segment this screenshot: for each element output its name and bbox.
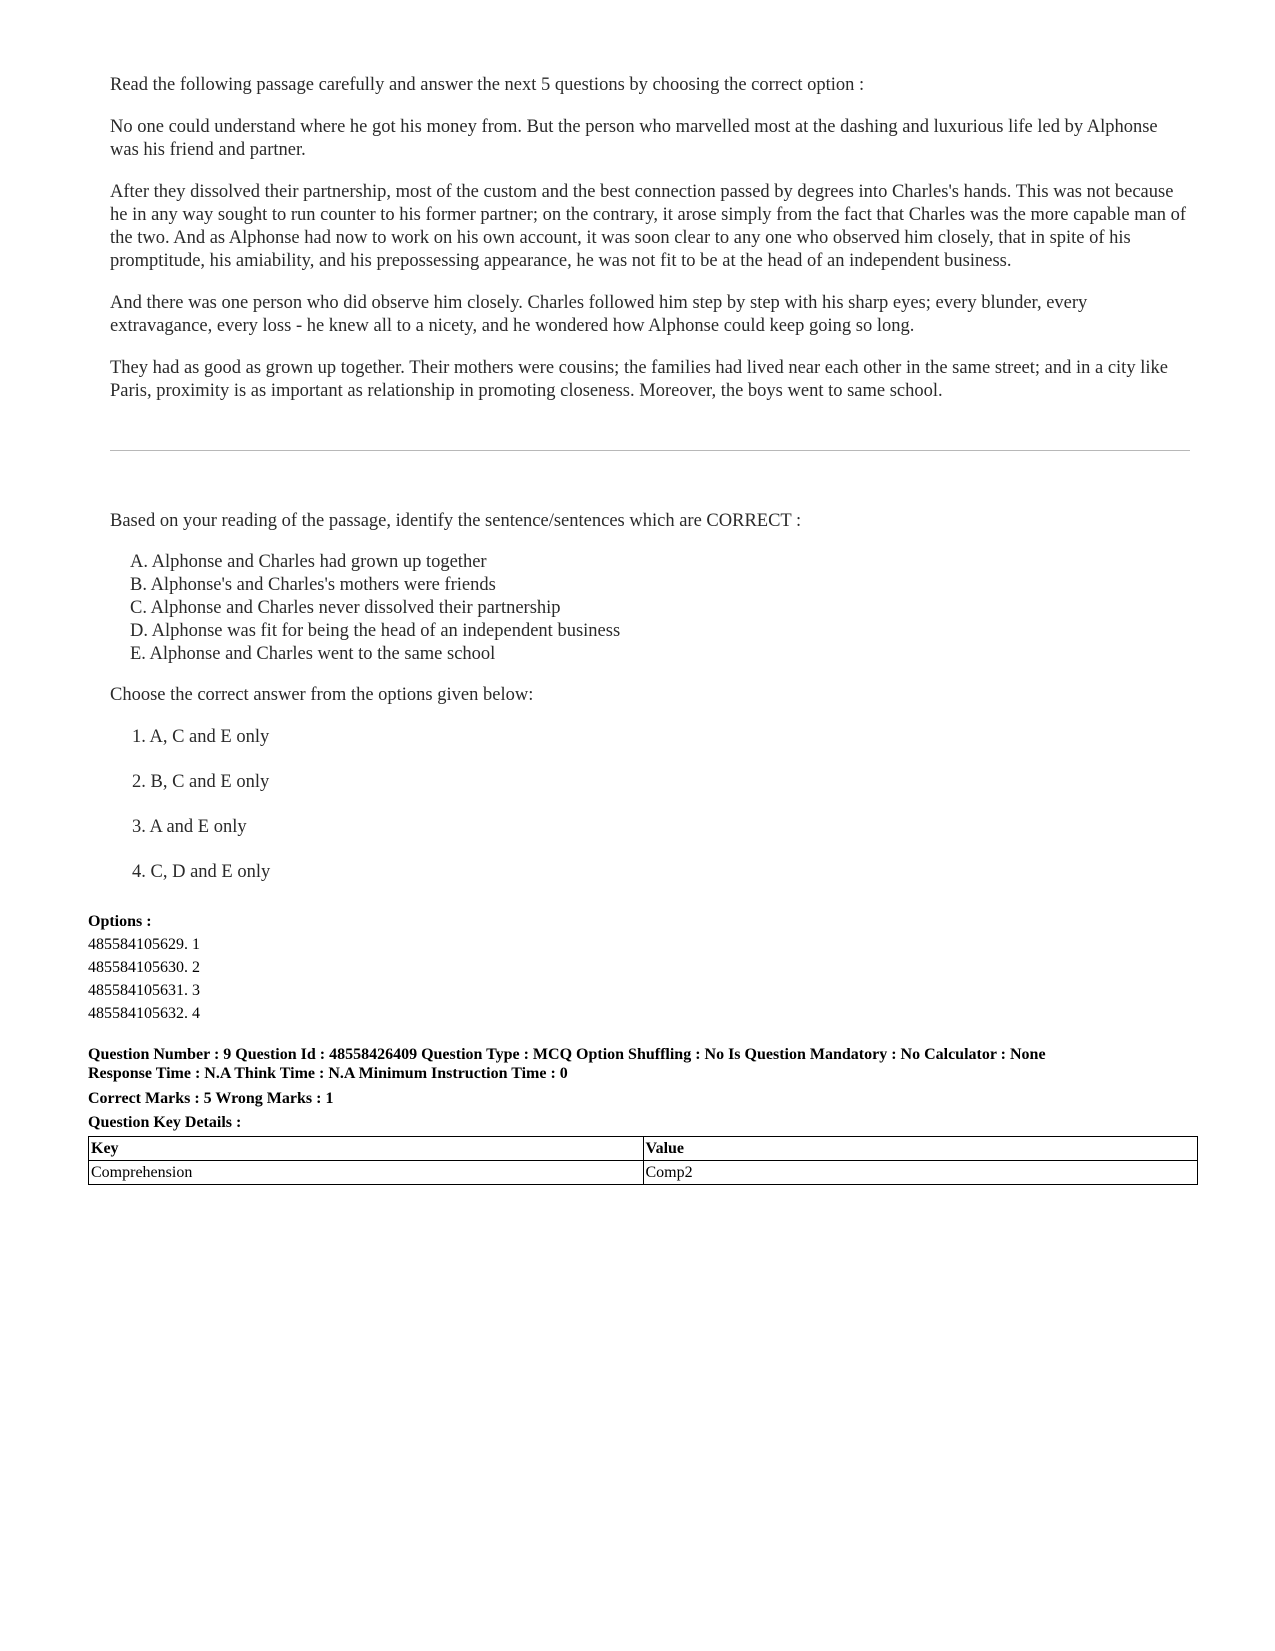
option-id-line: 485584105632. 4	[88, 1005, 200, 1022]
passage-paragraph: No one could understand where he got his money from. But the person who marvelled most at the dashing and luxurious life led by Alphonse was his friend and partner.	[110, 117, 1158, 160]
table-row	[89, 1161, 1198, 1185]
passage-paragraph: And there was one person who did observe him closely. Charles followed him step by step with his sharp eyes; every blunder, every extravagance, every loss - he knew all to a nicety, and he wondered how Alphonse could keep going so long.	[110, 293, 1088, 336]
question-metadata	[88, 910, 1198, 1185]
table-cell: Comprehension	[89, 1161, 644, 1185]
answer-option: 3. A and E only	[132, 817, 247, 837]
key-table	[88, 1136, 1198, 1185]
statement-item: B. Alphonse's and Charles's mothers were friends	[130, 575, 496, 595]
answer-list	[132, 726, 1190, 884]
question-stem: Based on your reading of the passage, identify the sentence/sentences which are CORRECT :	[110, 511, 802, 531]
answer-option: 4. C, D and E only	[132, 862, 271, 882]
question	[110, 510, 1190, 906]
statement-item: A. Alphonse and Charles had grown up together	[130, 552, 487, 572]
passage-paragraph: They had as good as grown up together. Their mothers were cousins; the families had lived near each other in the same street; and in a city like Paris, proximity is as important as relationship in promoting closeness. Moreover, the boys went to same school.	[110, 358, 1168, 401]
statement-item: E. Alphonse and Charles went to the same school	[130, 644, 496, 664]
statement-list	[130, 551, 1190, 666]
table-header-row	[89, 1137, 1198, 1161]
divider	[110, 450, 1190, 451]
option-id-line: 485584105631. 3	[88, 982, 200, 999]
passage-paragraph: After they dissolved their partnership, most of the custom and the best connection passed by degrees into Charles's hands. This was not because he in any way sought to run counter to his former partner; on the contrary, it arose simply from the fact that Charles was the more capable man of the two. And as Alphonse had now to work on his own account, it was soon clear to any one who observed him closely, that in spite of his promptitude, his amiability, and his prepossessing appearance, he was not fit to be at the head of an independent business.	[110, 182, 1187, 271]
passage-intro: Read the following passage carefully and answer the next 5 questions by choosing the correct option :	[110, 75, 865, 95]
options-label: Options :	[88, 913, 152, 930]
statement-item: D. Alphonse was fit for being the head of an independent business	[130, 621, 621, 641]
question-info	[88, 1045, 1198, 1083]
question-info-line: Question Number : 9 Question Id : 48558426409 Question Type : MCQ Option Shuffling : No Is Question Mandatory : No Calculator : None	[88, 1046, 1046, 1063]
question-info-line: Response Time : N.A Think Time : N.A Minimum Instruction Time : 0	[88, 1065, 568, 1082]
marks-info: Correct Marks : 5 Wrong Marks : 1	[88, 1090, 334, 1107]
table-header-cell: Key	[89, 1137, 644, 1161]
table-cell: Comp2	[643, 1161, 1198, 1185]
statement-item: C. Alphonse and Charles never dissolved their partnership	[130, 598, 561, 618]
choose-instruction: Choose the correct answer from the options given below:	[110, 685, 534, 705]
answer-option: 2. B, C and E only	[132, 772, 270, 792]
option-id-line: 485584105630. 2	[88, 959, 200, 976]
key-details-label: Question Key Details :	[88, 1114, 242, 1131]
passage	[110, 74, 1190, 422]
answer-option: 1. A, C and E only	[132, 727, 270, 747]
option-id-line: 485584105629. 1	[88, 936, 200, 953]
table-header-cell: Value	[643, 1137, 1198, 1161]
